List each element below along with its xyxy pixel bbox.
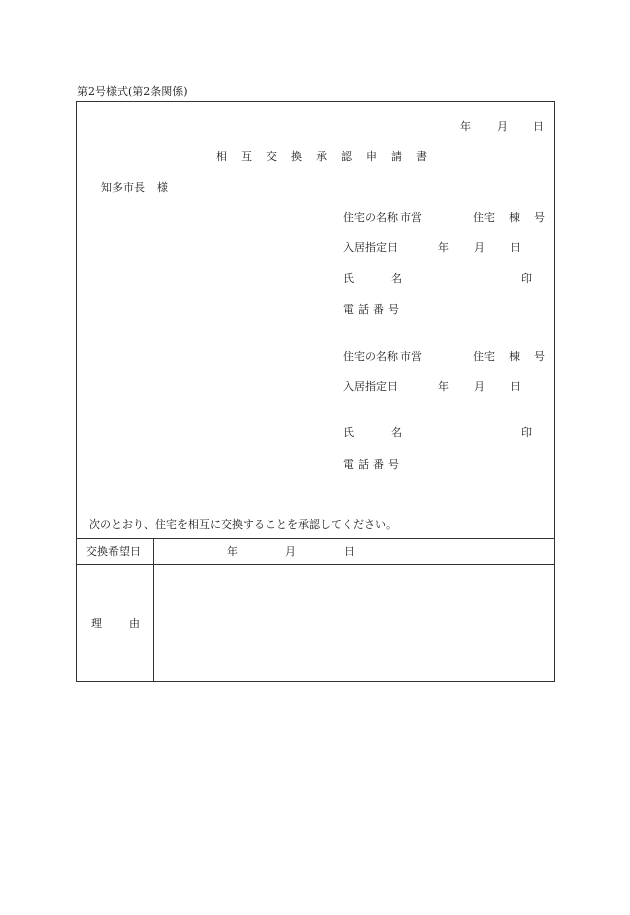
housing-name-label: 住宅の名称: [343, 350, 398, 363]
name-label-first: 氏: [343, 272, 354, 285]
name-label-first: 氏: [343, 426, 354, 439]
table-divider: [77, 538, 554, 539]
housing-city: 市営: [400, 350, 422, 363]
housing-suffix: 住宅: [473, 211, 495, 224]
housing-name-label: 住宅の名称: [343, 211, 398, 224]
title-char: 互: [241, 150, 252, 163]
move-in-day: 日: [510, 241, 521, 254]
move-in-date-label: 入居指定日: [343, 241, 398, 254]
move-in-month: 月: [474, 380, 485, 393]
move-in-day: 日: [510, 380, 521, 393]
reason-field[interactable]: [154, 565, 555, 682]
title-char: 交: [266, 150, 277, 163]
building-label: 棟: [509, 211, 520, 224]
title-char: 申: [366, 150, 377, 163]
addressee-name: 知多市長: [101, 181, 145, 194]
move-in-month: 月: [474, 241, 485, 254]
housing-suffix: 住宅: [473, 350, 495, 363]
name-label-second: 名: [391, 272, 402, 285]
request-statement: 次のとおり、住宅を相互に交換することを承認してください。: [89, 518, 397, 531]
title-char: 換: [291, 150, 302, 163]
move-in-date-label: 入居指定日: [343, 380, 398, 393]
date-year: 年: [460, 120, 471, 133]
phone-label-char: 番: [373, 458, 384, 471]
date-day: 日: [533, 120, 544, 133]
date-month: 月: [497, 120, 508, 133]
phone-label-char: 番: [373, 303, 384, 316]
phone-label-char: 号: [388, 303, 399, 316]
room-number-label: 号: [534, 211, 545, 224]
title-char: 請: [391, 150, 402, 163]
title-char: 認: [341, 150, 352, 163]
form-number: 第2号様式(第2条関係): [77, 85, 188, 98]
building-label: 棟: [509, 350, 520, 363]
phone-label-char: 号: [388, 458, 399, 471]
move-in-year: 年: [438, 241, 449, 254]
desired-date-day: 日: [344, 545, 355, 558]
phone-label-char: 電: [343, 303, 354, 316]
seal-mark: 印: [521, 426, 532, 439]
housing-city: 市営: [400, 211, 422, 224]
title-char: 相: [216, 150, 227, 163]
application-form: [76, 101, 555, 682]
phone-label-char: 電: [343, 458, 354, 471]
name-label-second: 名: [391, 426, 402, 439]
title-char: 承: [316, 150, 327, 163]
phone-label-char: 話: [358, 458, 369, 471]
addressee-honorific: 様: [157, 181, 168, 194]
desired-date-label: 交換希望日: [86, 545, 141, 558]
reason-label-first: 理: [91, 617, 102, 630]
reason-label-second: 由: [129, 617, 140, 630]
title-char: 書: [416, 150, 427, 163]
move-in-year: 年: [438, 380, 449, 393]
desired-date-year: 年: [227, 545, 238, 558]
phone-label-char: 話: [358, 303, 369, 316]
room-number-label: 号: [534, 350, 545, 363]
desired-date-month: 月: [285, 545, 296, 558]
seal-mark: 印: [521, 272, 532, 285]
